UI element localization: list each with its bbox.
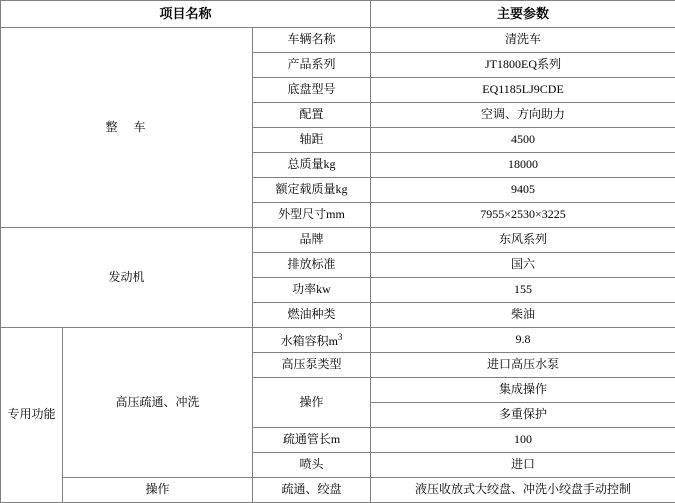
- group-label-special-function: 专用功能: [1, 328, 63, 503]
- table-row: [1, 328, 675, 353]
- item-label: 配置: [253, 103, 371, 128]
- item-value: 4500: [371, 128, 675, 153]
- item-label: 底盘型号: [253, 78, 371, 103]
- item-value: EQ1185LJ9CDE: [371, 78, 675, 103]
- item-label-superscript: 3: [338, 332, 343, 342]
- group-label-vehicle: 整 车: [1, 28, 253, 228]
- item-value: 液压收放式大绞盘、冲洗小绞盘手动控制: [371, 478, 675, 503]
- item-value: 多重保护: [371, 403, 675, 428]
- item-value: 7955×2530×3225: [371, 203, 675, 228]
- item-value: 155: [371, 278, 675, 303]
- item-label: [253, 328, 371, 353]
- item-value: 柴油: [371, 303, 675, 328]
- item-value: 进口高压水泵: [371, 353, 675, 378]
- item-label: 产品系列: [253, 53, 371, 78]
- item-value: 东风系列: [371, 228, 675, 253]
- subgroup-label-operation: 操作: [63, 478, 253, 503]
- item-label: 额定载质量kg: [253, 178, 371, 203]
- table-header-row: [1, 1, 675, 28]
- table-row: [1, 28, 675, 53]
- item-label: 操作: [253, 378, 371, 428]
- item-value: 进口: [371, 453, 675, 478]
- item-value: 清洗车: [371, 28, 675, 53]
- item-label: 轴距: [253, 128, 371, 153]
- table-body: [1, 28, 675, 503]
- item-value: 集成操作: [371, 378, 675, 403]
- item-label: 喷头: [253, 453, 371, 478]
- item-value: 空调、方向助力: [371, 103, 675, 128]
- item-label: 外型尺寸mm: [253, 203, 371, 228]
- item-label: 燃油种类: [253, 303, 371, 328]
- subgroup-label-high-pressure: 高压疏通、冲洗: [63, 328, 253, 478]
- item-value: 9.8: [371, 328, 675, 353]
- item-label: 排放标准: [253, 253, 371, 278]
- table-row: [1, 478, 675, 503]
- item-value: JT1800EQ系列: [371, 53, 675, 78]
- group-label-engine: 发动机: [1, 228, 253, 328]
- item-value: 18000: [371, 153, 675, 178]
- table-row: [1, 228, 675, 253]
- item-label: 高压泵类型: [253, 353, 371, 378]
- item-label-text: 水箱容积m: [281, 334, 338, 348]
- item-value: 国六: [371, 253, 675, 278]
- item-label: 疏通、绞盘: [253, 478, 371, 503]
- item-label: 车辆名称: [253, 28, 371, 53]
- item-label: 疏通管长m: [253, 428, 371, 453]
- item-value: 9405: [371, 178, 675, 203]
- item-label: 功率kw: [253, 278, 371, 303]
- item-label: 总质量kg: [253, 153, 371, 178]
- header-main-parameter: 主要参数: [371, 1, 675, 28]
- header-item-name: 项目名称: [1, 1, 371, 28]
- item-label: 品牌: [253, 228, 371, 253]
- item-value: 100: [371, 428, 675, 453]
